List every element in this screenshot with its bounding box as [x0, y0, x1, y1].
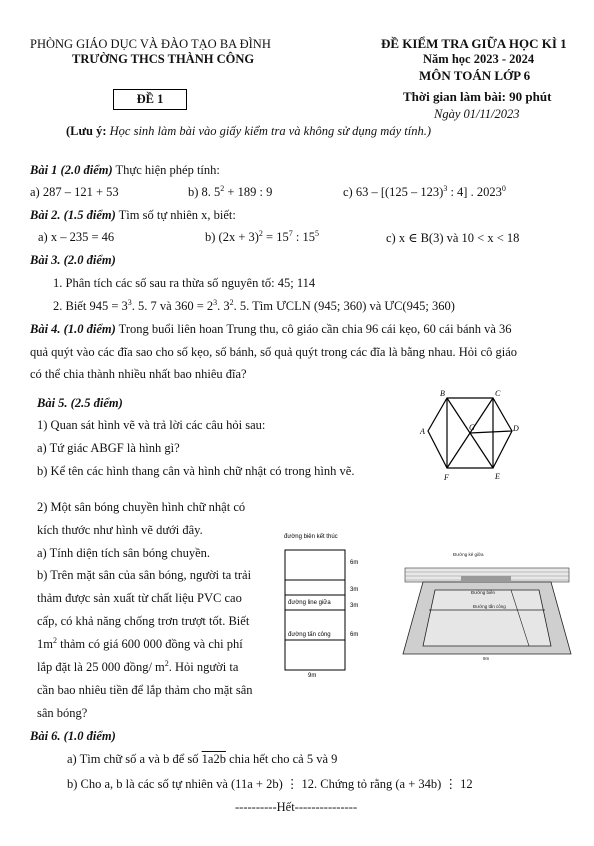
bai5-p1a: a) Tứ giác ABGF là hình gì? — [37, 441, 180, 455]
bai5-p2b-l6: cần bao nhiêu tiền để lắp thảm cho mặt sân — [37, 683, 253, 697]
bai1-a: a) 287 – 121 + 53 — [30, 185, 119, 199]
school-year: Năm học 2023 - 2024 — [423, 52, 535, 66]
photo-label-top: Đường kẻ giữa — [453, 552, 484, 557]
court-label-mid: đường line giữa — [288, 600, 331, 606]
bai3-q2: 2. Biết $945 = 3^3$. 5. 7 và $360 = 2^3$. $3^2$. 5. Tìm ƯCLN (945; 360) và ƯC(945; 360) — [53, 297, 455, 313]
bai1-b: b) 8. $5^2 + 189$ : 9 — [188, 183, 273, 199]
label-A: A — [420, 427, 425, 436]
exam-date: Ngày 01/11/2023 — [434, 107, 520, 121]
exam-time: Thời gian làm bài: 90 phút — [403, 89, 552, 104]
court-w9: 9m — [308, 673, 317, 678]
bai1-heading — [30, 163, 220, 178]
court-label-attack: đường tấn công — [288, 632, 331, 638]
subject: MÔN TOÁN LỚP 6 — [419, 68, 531, 83]
photo-label-mid: Đường tấn công — [473, 604, 506, 609]
bai2-prompt: Tìm số tự nhiên x, biết: — [118, 208, 236, 222]
bai3-q1: 1. Phân tích các số sau ra thừa số nguyên tố: 45; 114 — [53, 276, 316, 290]
bai5-p2b-l1: b) Trên mặt sân của sân bóng, người ta trải — [37, 568, 252, 582]
bai1-c: c) 63 – [(125 – 123)$^3$ : 4] . 2023$^0$ — [343, 183, 506, 199]
bai4-line3: có thể chia thành nhiều nhất bao nhiêu đĩa? — [30, 367, 247, 381]
court-d3b: 3m — [350, 603, 359, 609]
bai1-title: Bài 1 (2.0 điểm) — [30, 163, 113, 177]
court-d6b: 6m — [350, 632, 359, 638]
exam-code: ĐỀ 1 — [136, 92, 164, 106]
bai3-title: Bài 3. (2.0 điểm) — [30, 253, 116, 267]
bai5-p1b: b) Kể tên các hình thang cân và hình chữ nhật có trong hình vẽ. — [37, 464, 355, 478]
photo-label-bottom: 9m — [483, 656, 490, 661]
dept-name: PHÒNG GIÁO DỤC VÀ ĐÀO TẠO BA ĐÌNH — [30, 37, 271, 51]
court-diagram — [280, 532, 376, 678]
bai5-p2a: a) Tính diện tích sân bóng chuyền. — [37, 546, 210, 560]
bai4-line2: quả quýt vào các đĩa sao cho số kẹo, số bánh, số quả quýt trong các đĩa là bằng nhau. Hỏi cô giáo — [30, 345, 518, 359]
note-text: Học sinh làm bài vào giấy kiểm tra và không sử dụng máy tính.) — [109, 124, 431, 138]
note-label: (Lưu ý: — [66, 124, 107, 138]
bai5-p2b-l2: thảm được sản xuất từ chất liệu PVC cao — [37, 591, 242, 605]
bai5-p2-l1: 2) Một sân bóng chuyền hình chữ nhật có — [37, 500, 246, 514]
bai5-p1: 1) Quan sát hình vẽ và trả lời các câu hỏi sau: — [37, 418, 266, 432]
exam-code-box — [113, 89, 187, 110]
court-d3a: 3m — [350, 587, 359, 593]
bai6-number: 1a2b — [201, 752, 226, 766]
bai2-title: Bài 2. (1.5 điểm) — [30, 208, 116, 222]
segment-GD — [470, 431, 512, 433]
court-label-end: đường biên kết thúc — [284, 534, 338, 540]
note — [66, 124, 431, 139]
court-photo — [401, 546, 573, 662]
label-F: F — [444, 473, 449, 482]
bai6-title: Bài 6. (1.0 điểm) — [30, 729, 116, 743]
bai5-p2b-l5: lắp đặt là 25 000 đồng/ $m^2$. Hỏi người ta — [37, 658, 239, 674]
bai2-a: a) x – 235 = 46 — [38, 230, 115, 244]
bai2-c: c) x ∈ B(3) và 10 < x < 18 — [386, 231, 520, 245]
bai4-line1: Bài 4. (1.0 điểm) Trong buổi liên hoan Trung thu, cô giáo cần chia 96 cái kẹo, 60 cái bánh và 36 — [30, 322, 512, 336]
bai2-heading — [30, 208, 236, 223]
label-G: G — [469, 423, 475, 432]
label-C: C — [495, 389, 501, 398]
bai6-b: b) Cho a, b là các số tự nhiên và (11a + 2b) ⋮ 12. Chứng tỏ rằng (a + 34b) ⋮ 12 — [67, 777, 473, 791]
exam-title: ĐỀ KIỂM TRA GIỮA HỌC KÌ 1 — [381, 36, 567, 51]
label-D: D — [513, 424, 519, 433]
hexagon-figure — [414, 388, 524, 484]
footer-end: ----------Hết--------------- — [235, 800, 358, 814]
bai1-prompt: Thực hiện phép tính: — [115, 163, 220, 177]
bai5-p2-l2: kích thước như hình vẽ dưới đây. — [37, 523, 203, 537]
bai5-p2b-l3: cấp, có khả năng chống trơn trượt tốt. Biết — [37, 614, 250, 628]
bai5-p2b-l4: $1m^2$ thảm có giá 600 000 đồng và chi phí — [37, 635, 243, 651]
bai6-a: a) Tìm chữ số a và b để số 1a2b chia hết cho cả 5 và 9 — [67, 752, 338, 766]
bai5-p2b-l7: sân bóng? — [37, 706, 88, 720]
bai2-b: b) $(2x + 3)^2 = 15^7$ : $15^5$ — [205, 228, 319, 244]
bai5-title: Bài 5. (2.5 điểm) — [37, 396, 123, 410]
school-name: TRƯỜNG THCS THÀNH CÔNG — [72, 52, 255, 66]
label-B: B — [440, 389, 445, 398]
court-d6a: 6m — [350, 560, 359, 566]
label-E: E — [495, 472, 500, 481]
bai4-title: Bài 4. (1.0 điểm) — [30, 322, 116, 336]
photo-label-lines: Đường biên — [471, 590, 495, 595]
